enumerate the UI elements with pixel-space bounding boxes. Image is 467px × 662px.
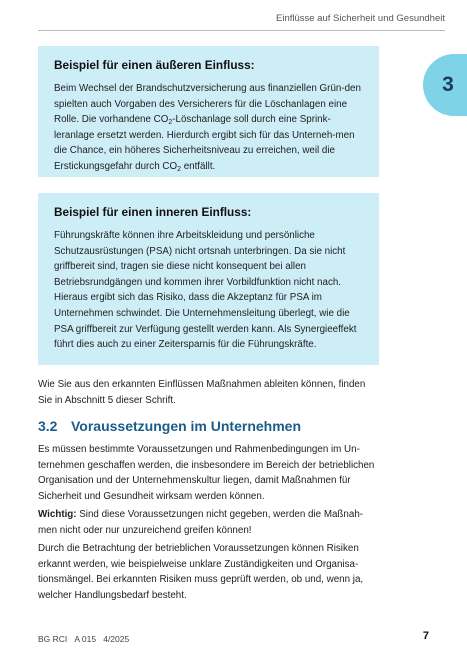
running-header: Einflüsse auf Sicherheit und Gesundheit <box>276 13 445 24</box>
example-box-text: Beim Wechsel der Brandschutzversicherung aus finanziellen Grün-den spielten auch Vorgaben des Versicherers für die Löschanlagen eine Rolle. Die vorhandene $CO_2$-Löschanlage soll durch eine Sprink-leranlage ersetzt werden. Hierdurch ergibt sich für das Unterneh-men die Chance, ein höheres Sicherheitsniveau zu erreichen, weil die Erstickungsgefahr durch $CO_2$ entfällt. <box>54 83 361 173</box>
section-paragraph: Es müssen bestimmte Voraussetzungen und Rahmenbedingungen im Un-ternehmen geschaffen werden, die insbesondere im Bereich der betrieblichen Organisation und der Unternehmenskultur liegen, damit Maßnahmen für Sicherheit und Gesundheit wirksam werden können. <box>38 444 375 502</box>
important-note: Wichtig: Sind diese Voraussetzungen nicht gegeben, werden die Maßnah-men nicht oder nur unzureichend greifen können! <box>38 509 364 536</box>
example-box-title: Beispiel für einen inneren Einfluss: <box>54 205 252 219</box>
intro-paragraph: Wie Sie aus den erkannten Einflüssen Maßnahmen ableiten können, finden Sie in Abschnitt 5 dieser Schrift. <box>38 379 366 406</box>
header-divider <box>38 30 445 31</box>
example-box-title: Beispiel für einen äußeren Einfluss: <box>54 58 255 72</box>
example-box-internal <box>38 193 379 365</box>
section-title: Voraussetzungen im Unternehmen <box>71 418 302 434</box>
example-box-text: Führungskräfte können ihre Arbeitskleidung und persönliche Schutzausrüstungen (PSA) nicht ortsnah unterbringen. Da sie nicht griffbereit sind, tragen sie diese nicht konsequent bei allen Betriebsrundgängen und kommen ihrer Vorbildfunktion nicht nach. Hieraus ergibt sich das Risiko, dass die Akzeptanz für PSA im Unternehmen schwindet. Die Unternehmensleitung überlegt, wie die PSA griffbereit zur Verfügung gestellt werden kann. Als Synergieeffekt führt dies auch zu einer Zeitersparnis für die Führungskräfte. <box>54 230 357 351</box>
chapter-tab: 3 <box>423 54 467 116</box>
page-number: 7 <box>422 630 429 642</box>
section-heading <box>38 418 301 434</box>
footer-meta: BG RCI A 015 4/2025 <box>38 634 130 644</box>
example-box-external <box>38 46 379 177</box>
important-label: Wichtig: <box>38 509 77 520</box>
section-paragraph: Durch die Betrachtung der betrieblichen Voraussetzungen können Risiken erkannt werden, wie beispielweise unklare Zuständigkeiten und Organisa-tionsmängel. Bei erkannten Risiken muss geprüft werden, ob und, wenn ja, welcher Handlungsbedarf besteht. <box>38 543 364 601</box>
section-number: 3.2 <box>38 418 58 434</box>
